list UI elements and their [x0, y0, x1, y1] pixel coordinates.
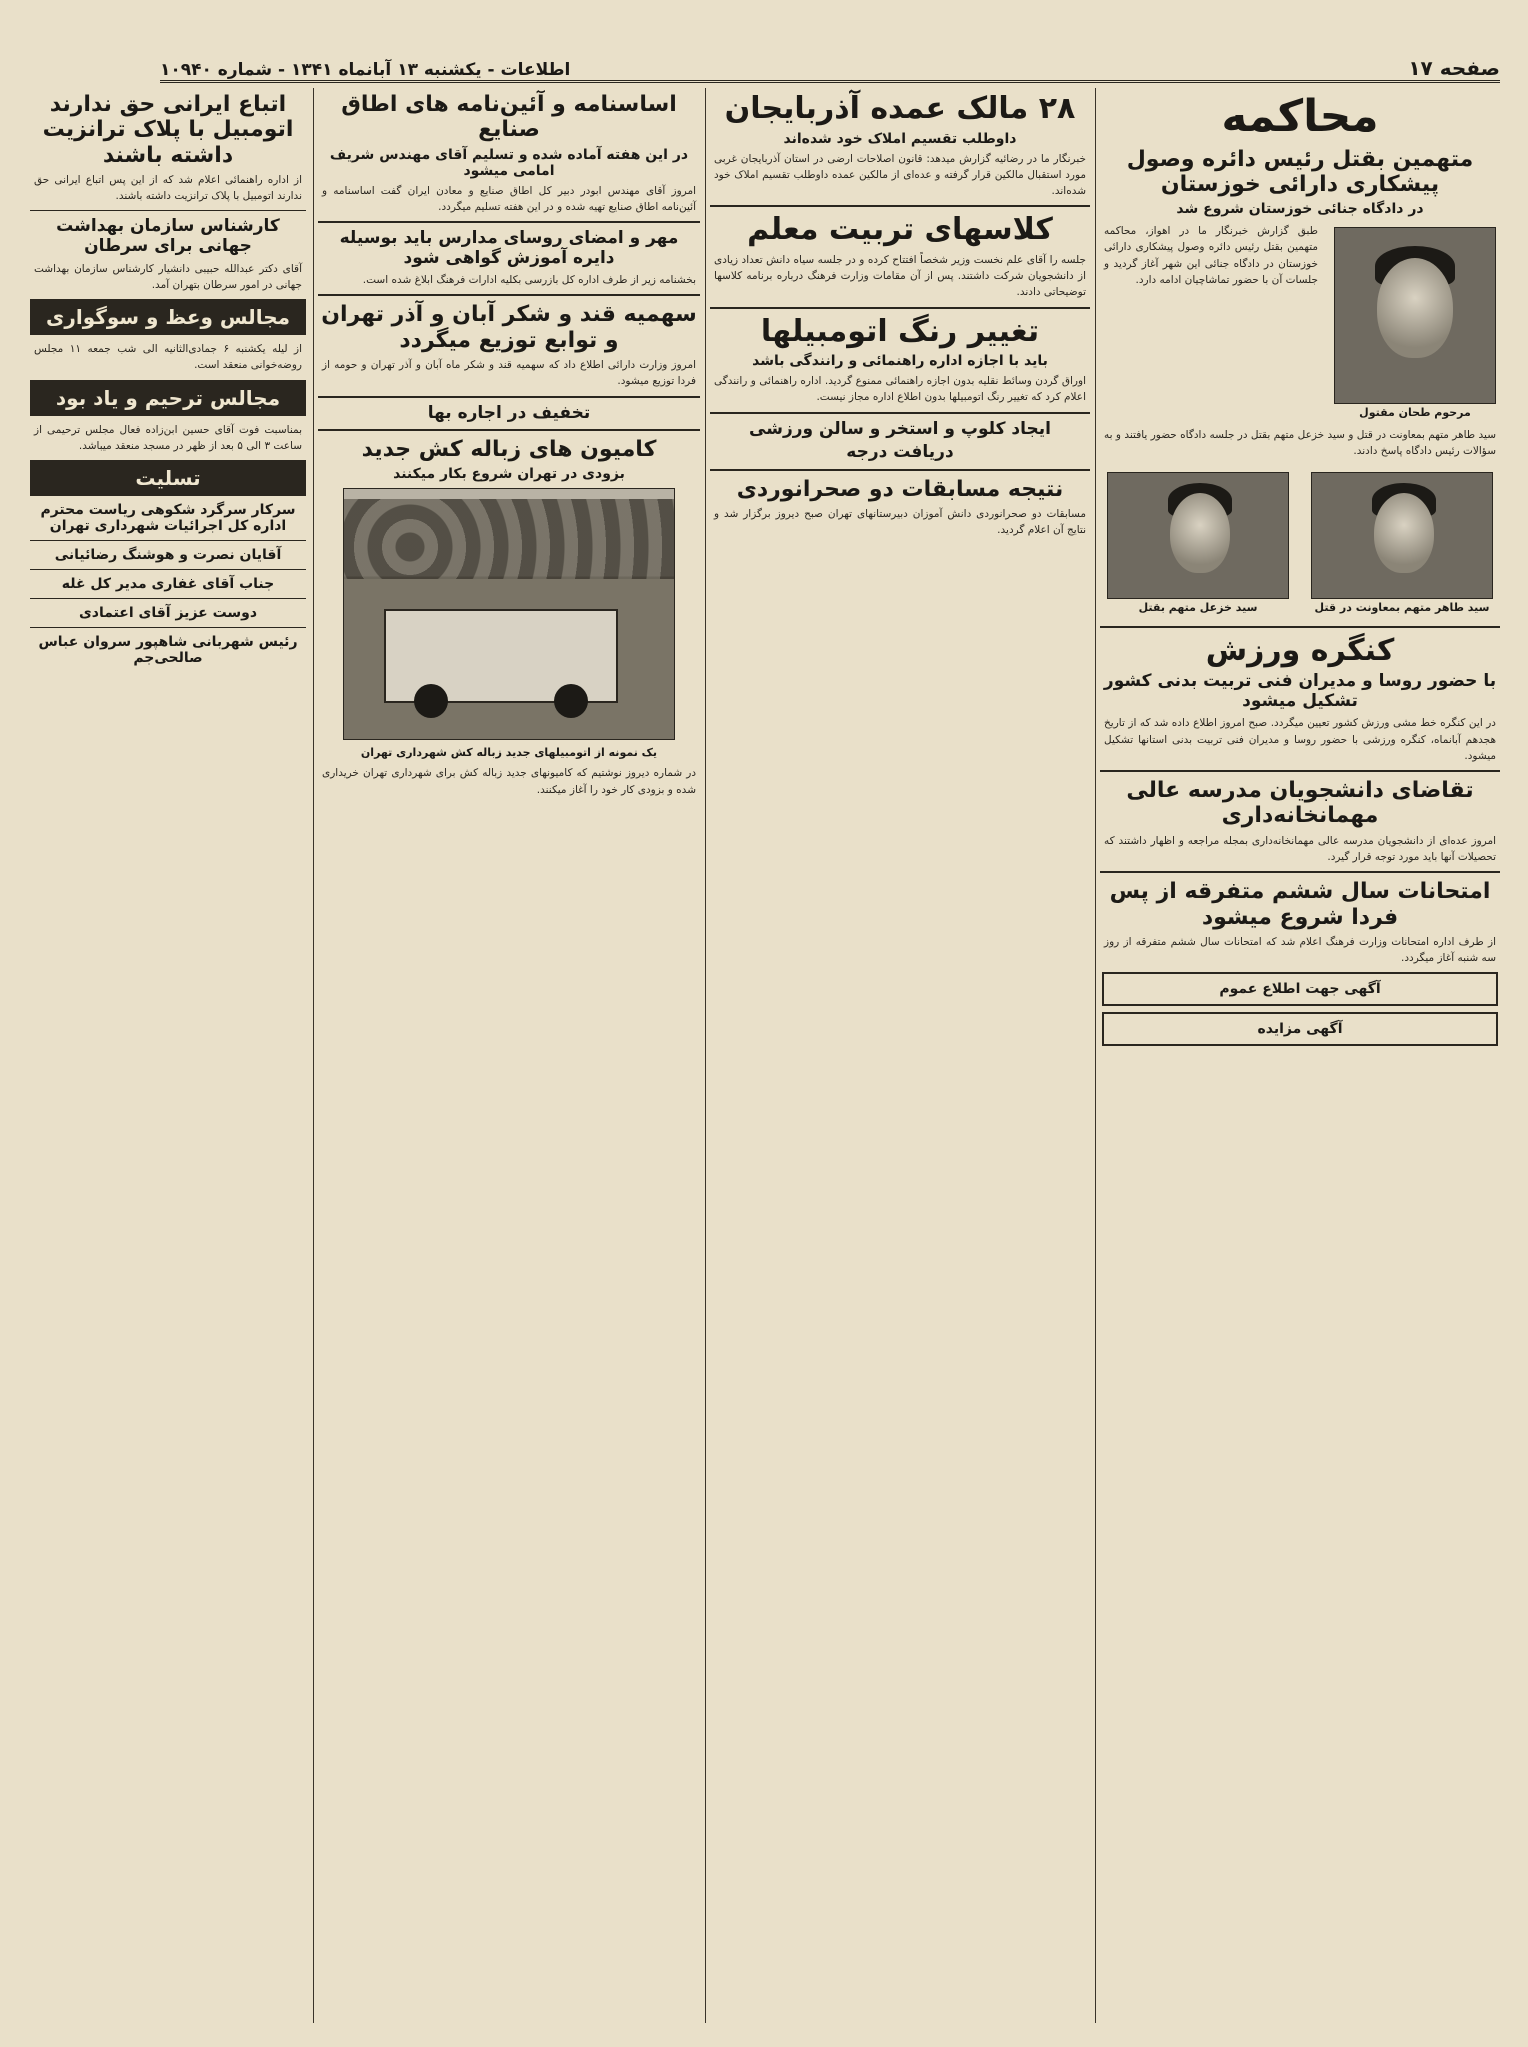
headline-school-seals: مهر و امضای روسای مدارس باید بوسیله دایره آموزش گواهی شود [339, 228, 679, 268]
headline-degree: دریافت درجه [846, 442, 954, 463]
headline-cancer-expert: کارشناس سازمان بهداشت جهانی برای سرطان [56, 216, 280, 256]
headline-teacher-classes: کلاسهای تربیت معلم [747, 212, 1053, 248]
banner-mourning: مجالس وعظ و سوگواری [30, 299, 306, 335]
column-2 [710, 88, 1090, 2023]
signature-line: رئیس شهربانی شاهپور سروان عباس صالحی‌جم [38, 634, 298, 667]
notice-title: آگهی مزایده [1257, 1021, 1343, 1038]
headline-trial-detail: متهمین بقتل رئیس دائره وصول پیشکاری دارائی خوزستان [1126, 146, 1474, 197]
issue-line: اطلاعات - یکشنبه ۱۳ آبانماه ۱۳۴۱ - شماره ۱۰۹۴۰ [160, 60, 571, 80]
column-3 [318, 88, 700, 2023]
banner-condolence: تسلیت [30, 460, 306, 496]
condolence-notice: دوست عزیز آقای اعتمادی [78, 605, 258, 622]
masthead [160, 52, 1500, 83]
subheadline-garbage-trucks: بزودی در تهران شروع بکار میکنند [393, 466, 625, 483]
headline-garbage-trucks: کامیون های زباله کش جدید [361, 437, 657, 463]
article-body: طبق گزارش خبرنگار ما در اهواز، محاکمه متهمین بقتل رئیس دائره وصول پیشکاری دارائی خوزستان در دادگاه جنائی این شهر آغاز گردید و جلسات آن با حضور تماشاچیان ادامه دارد. [1104, 225, 1318, 286]
headline-club: ایجاد کلوپ و استخر و سالن ورزشی [749, 418, 1051, 439]
headline-exams: امتحانات سال ششم متفرقه از پس فردا شروع میشود [1109, 879, 1491, 930]
subheadline-sport-congress: با حضور روسا و مدیران فنی تربیت بدنی کشور تشکیل میشود [1103, 671, 1497, 711]
subheadline-industry-chamber: در این هفته آماده شده و تسلیم آقای مهندس شریف امامی میشود [329, 146, 689, 179]
condolence-notice: آقایان نصرت و هوشنگ رضائیانی [54, 547, 282, 564]
portrait-photo [1311, 472, 1493, 599]
subheadline-car-color: باید با اجازه اداره راهنمائی و رانندگی باشد [752, 353, 1048, 370]
article-body: در این کنگره خط مشی ورزش کشور تعیین میگردد. صبح امروز اطلاع داده شد که از تاریخ هجدهم آبانماه، کنگره ورزشی با حضور روسا و مدیران فنی تربیت بدنی استانها تشکیل میشود. [1104, 717, 1496, 762]
article-body: از لیله یکشنبه ۶ جمادی‌الثانیه الی شب جمعه ۱۱ مجلس روضه‌خوانی منعقد است. [34, 343, 302, 372]
headline-landowners: ۲۸ مالک عمده آذربایجان [724, 91, 1076, 126]
headline-trial: محاکمه [1221, 91, 1379, 142]
article-body: بخشنامه زیر از طرف اداره کل بازرسی بکلیه ادارات فرهنگ ابلاغ شده است. [362, 274, 696, 287]
column-divider [705, 88, 706, 2023]
condolence-notice: جناب آقای غفاری مدیر کل غله [61, 576, 275, 593]
public-notice [1102, 972, 1498, 1006]
subheadline-landowners: داوطلب تقسیم املاک خود شده‌اند [783, 130, 1017, 147]
headline-sugar-quota: سهمیه قند و شکر آبان و آذر تهران و توابع توزیع میگردد [321, 302, 697, 353]
garbage-truck-photo [343, 488, 675, 740]
headline-sport-congress: کنگره ورزش [1205, 632, 1395, 668]
photo-caption: یک نمونه از اتومبیلهای جدید زباله کش شهرداری تهران [360, 746, 658, 760]
article-body: امروز آقای مهندس ابودر دبیر کل اطاق صنایع و معادن ایران گفت اساسنامه و آئین‌نامه اطاق صنایع تهیه شده و در این هفته تسلیم میگردد. [322, 184, 696, 213]
column-divider [313, 88, 314, 2023]
article-body: سید طاهر متهم بمعاونت در قتل و سید خزعل متهم بقتل در جلسه دادگاه حضور یافتند و به سؤالات رئیس دادگاه پاسخ دادند. [1104, 429, 1496, 458]
photo-caption: سید طاهر متهم بمعاونت در قتل [1314, 600, 1490, 614]
column-1 [1100, 88, 1500, 2023]
headline-industry-chamber: اساسنامه و آئین‌نامه های اطاق صنایع [341, 92, 677, 143]
article-body: امروز عده‌ای از دانشجویان مدرسه عالی مهمانخانه‌داری بمجله مراجعه و اظهار داشتند که تحصیلات آنها باید مورد توجه قرار گیرد. [1104, 834, 1496, 863]
article-body: جلسه را آقای علم نخست وزیر شخصاً افتتاح کرده و در جلسه سیاه دانش تعداد زیادی از دانشجویان شرکت داشتند. پس از آن مقامات وزارت فرهنگ درباره برنامه کلاسها توضیحاتی دادند. [714, 253, 1086, 299]
headline-rent-discount: تخفیف در اجاره بها [427, 402, 591, 423]
article-body: بمناسبت فوت آقای حسین ابن‌زاده فعال مجلس ترحیمی از ساعت ۳ الی ۵ بعد از ظهر در مسجد منعقد میباشد. [34, 423, 302, 452]
portrait-photo [1107, 472, 1289, 599]
article-body: آقای دکتر عبدالله حبیبی دانشیار کارشناس سازمان بهداشت جهانی در امور سرطان بتهران آمد. [34, 262, 302, 291]
headline-transit-plates: اتباع ایرانی حق ندارند اتومبیل با پلاک ترانزیت داشته باشند [42, 92, 294, 168]
article-body: امروز وزارت دارائی اطلاع داد که سهمیه قند و شکر ماه آبان و آذر تهران و حومه از فردا توزیع میشود. [322, 359, 696, 388]
article-body: اوراق گردن وسائط نقلیه بدون اجازه راهنمائی ممنوع گردید. اداره راهنمائی و رانندگی اعلام کرد که تغییر رنگ اتومبیلها بدون اطلاع اداره مجاز نیست. [714, 375, 1086, 404]
article-body: در شماره دیروز نوشتیم که کامیونهای جدید زباله کش برای شهرداری تهران خریداری شده و بزودی کار خود را آغاز میکنند. [322, 767, 696, 796]
headline-cross-country: نتیجه مسابقات دو صحرانوردی [736, 476, 1064, 502]
article-body: از اداره راهنمائی اعلام شد که از این پس اتباع ایرانی حق ندارند اتومبیل با پلاک ترانزیت داشته باشند. [34, 173, 302, 203]
article-body: از طرف اداره امتحانات وزارت فرهنگ اعلام شد که امتحانات سال ششم متفرقه از روز سه شنبه آغاز میگردد. [1104, 935, 1496, 965]
auction-notice [1102, 1012, 1498, 1046]
column-4 [30, 88, 306, 2023]
portrait-photo [1334, 227, 1496, 404]
subheadline-trial: در دادگاه جنائی خوزستان شروع شد [1176, 201, 1424, 218]
headline-car-color: تغییر رنگ اتومبیلها [760, 313, 1040, 349]
article-body: مسابقات دو صحرانوردی دانش آموزان دبیرستانهای تهران صبح دیروز برگزار شد و نتایج آن اعلام گردید. [714, 508, 1086, 537]
photo-caption: مرحوم طحان مقتول [1359, 406, 1471, 420]
article-body: خبرنگار ما در رضائیه گزارش میدهد: قانون اصلاحات ارضی در استان آذربایجان غربی مورد استقبال مالکین قرار گرفته و عده‌ای از مالکین عمده داوطلب تقسیم املاک خود شده‌اند. [714, 152, 1086, 198]
notice-title: آگهی جهت اطلاع عموم [1219, 981, 1381, 998]
page-number: صفحه ۱۷ [1408, 56, 1500, 80]
condolence-notice: سرکار سرگرد شکوهی ریاست محترم اداره کل اجرائیات شهرداری تهران [40, 502, 296, 535]
photo-caption: سید خزعل متهم بقتل [1138, 600, 1258, 614]
banner-memorial: مجالس ترحیم و یاد بود [30, 380, 306, 416]
headline-students-request: تقاضای دانشجویان مدرسه عالی مهمانخانه‌داری [1126, 778, 1474, 829]
column-divider [1095, 88, 1096, 2023]
